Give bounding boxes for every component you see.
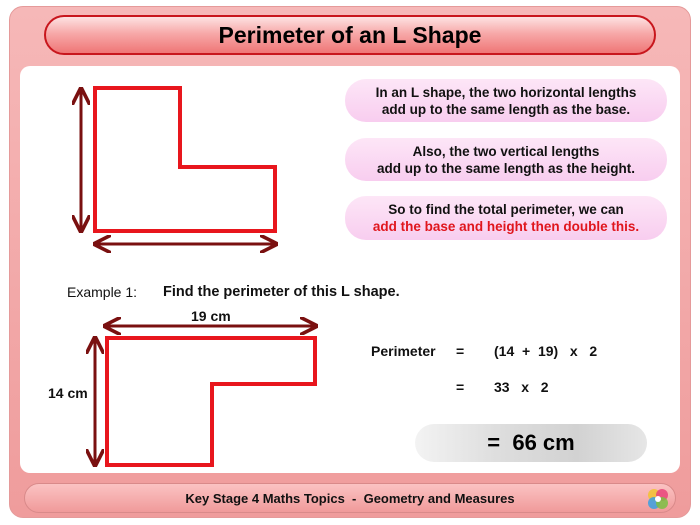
- info-bubble-vertical: [345, 138, 667, 181]
- bubble-line: add up to the same length as the height.: [376, 160, 636, 176]
- footer-bar: [24, 483, 676, 513]
- l-shape-example: [107, 338, 315, 465]
- example-question: Find the perimeter of this L shape.: [163, 284, 400, 300]
- height-label: 14 cm: [48, 385, 88, 401]
- bubble-line: So to find the total perimeter, we can: [388, 202, 624, 217]
- width-label: 19 cm: [191, 308, 231, 324]
- expression-line-1: (14 + 19) x 2: [494, 343, 598, 359]
- logo-icon: [645, 486, 671, 512]
- bubble-line: In an L shape, the two horizontal lengths: [375, 84, 637, 100]
- perimeter-word: Perimeter: [371, 343, 436, 359]
- page-title: Perimeter of an L Shape: [44, 15, 656, 55]
- bubble-line-highlight: add the base and height then double this.: [372, 219, 640, 234]
- equals-sign: =: [456, 343, 465, 359]
- bubble-line: Also, the two vertical lengths: [412, 143, 600, 159]
- example-label: Example 1:: [67, 284, 138, 300]
- l-shape-generic: [95, 88, 275, 231]
- expression-line-2: 33 x 2: [494, 379, 549, 395]
- info-bubble-method: [345, 196, 667, 240]
- info-bubble-horizontal: [345, 79, 667, 122]
- equals-sign: =: [456, 379, 465, 395]
- result-answer: [415, 424, 647, 462]
- bubble-line: add up to the same length as the base.: [381, 101, 631, 117]
- result-text: = 66 cm: [487, 430, 575, 455]
- footer-text: Key Stage 4 Maths Topics - Geometry and Measures: [185, 490, 515, 506]
